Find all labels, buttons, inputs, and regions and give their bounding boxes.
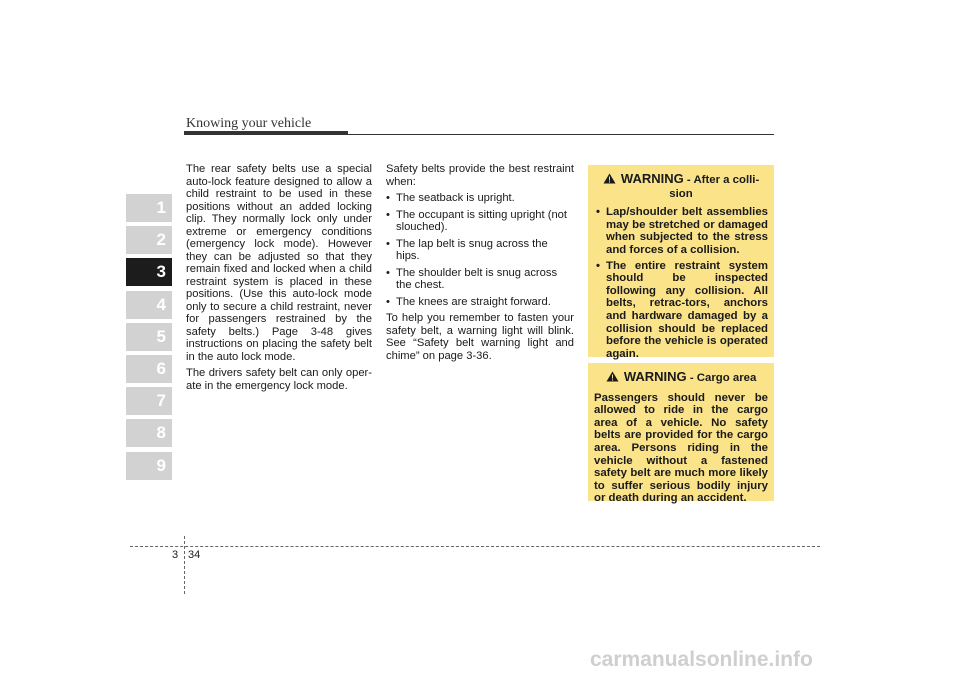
list-item: • The lap belt is snug across the hips. — [386, 238, 574, 263]
paragraph-warning-light: To help you remember to fasten your safety belt, a warning light will blink. See “Safety belt warning light and chime” on page 3-36. — [386, 312, 574, 362]
list-item: • Lap/shoulder belt assemblies may be stretched or damaged when subjected to the stress and forces of a collision. — [594, 206, 768, 256]
paragraph-auto-lock: The rear safety belts use a special auto-lock feature designed to allow a child restraint to be used in these positions without an added locking clip. They normally lock only under extreme or emergency conditions (emergency lock mode). However they can be adjusted so that they remain fixed and locked when a child restraint system is placed in these positions. (Use this auto-lock mode only to secure a child restraint, never for passengers restrained by the safety belts.) Page 3-48 gives instructions on placing the safety belt in the auto lock mode. — [186, 163, 372, 363]
warning-label: WARNING — [623, 369, 687, 384]
chapter-tab-1[interactable]: 1 — [126, 194, 172, 222]
warning-heading — [594, 173, 768, 200]
footer-divider — [184, 536, 185, 594]
chapter-tab-4[interactable]: 4 — [126, 291, 172, 319]
list-item: • The seatback is upright. — [386, 192, 574, 205]
warning-subtitle: - Cargo area — [689, 372, 757, 384]
list-item: • The entire restraint system should be inspected following any collision. All belts, retrac-tors, anchors and hardware damaged by a collision should be replaced before the vehicle is operated again. — [594, 260, 768, 361]
warning-cargo-body: Passengers should never be allowed to ride in the cargo area of a vehicle. No safety belts are provided for the cargo area. Persons riding in the vehicle without a fastened safety belt are much more likely to suffer serious bodily injury or death during an accident. — [594, 391, 768, 505]
list-item: • The occupant is sitting upright (not slouched). — [386, 209, 574, 234]
warning-box-collision — [588, 165, 774, 360]
warning-heading — [594, 371, 768, 386]
header-title: Knowing your vehicle — [186, 116, 312, 131]
warning-subtitle: - After a colli-sion — [669, 174, 760, 200]
warning-triangle-icon — [603, 173, 616, 188]
header-rule-thick — [184, 131, 348, 135]
chapter-tab-5[interactable]: 5 — [126, 323, 172, 351]
restraint-conditions-list — [386, 192, 574, 308]
chapter-tabs — [126, 194, 172, 484]
list-item: • The knees are straight forward. — [386, 296, 574, 309]
warning-box-cargo — [588, 363, 774, 505]
chapter-tab-7[interactable]: 7 — [126, 387, 172, 415]
text-column-middle — [386, 163, 574, 366]
watermark: carmanualsonline.info — [590, 648, 813, 671]
chapter-tab-3[interactable]: 3 — [126, 258, 172, 286]
footer-chapter-number: 3 — [172, 549, 179, 561]
warning-collision-list — [594, 206, 768, 360]
header-rule-thin — [348, 134, 774, 135]
text-column-left — [186, 163, 372, 396]
footer-rule — [130, 546, 820, 547]
paragraph-driver-belt: The drivers safety belt can only oper-ate in the emergency lock mode. — [186, 367, 372, 392]
list-item: • The shoulder belt is snug across the chest. — [386, 267, 574, 292]
chapter-tab-6[interactable]: 6 — [126, 355, 172, 383]
footer-page-number: 34 — [188, 549, 201, 561]
chapter-tab-8[interactable]: 8 — [126, 419, 172, 447]
warning-triangle-icon — [606, 371, 619, 386]
paragraph-restraint-intro: Safety belts provide the best restraint when: — [386, 163, 574, 188]
warning-label: WARNING — [620, 171, 684, 186]
chapter-tab-9[interactable]: 9 — [126, 452, 172, 480]
chapter-tab-2[interactable]: 2 — [126, 226, 172, 254]
